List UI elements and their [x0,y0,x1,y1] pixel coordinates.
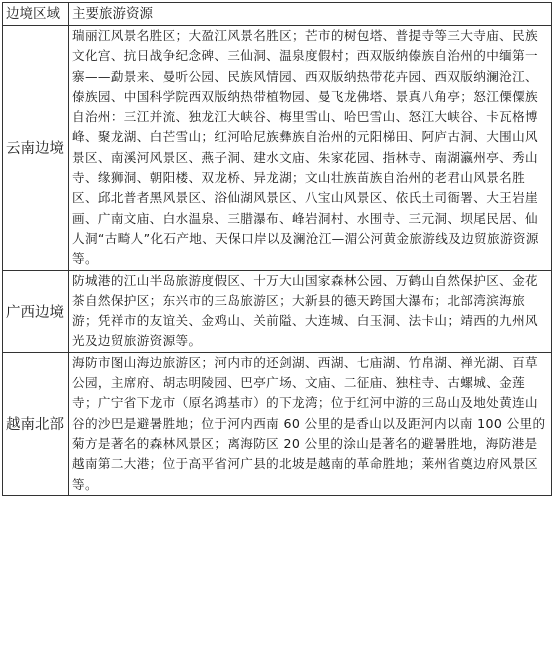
table-row [3,270,552,352]
region-cell: 广西边境 [3,270,69,352]
table-row [3,26,552,271]
header-row [3,3,552,26]
resources-cell: 防城港的江山半岛旅游度假区、十万大山国家森林公园、万鹤山自然保护区、金花茶自然保护区；东兴市的三岛旅游区；大新县的德天跨国大瀑布；北部湾滨海旅游；凭祥市的友谊关、金鸡山、关前隘、大连城、白玉洞、法卡山；靖西的九州风光及边贸旅游资源等。 [69,270,552,352]
header-region: 边境区域 [3,3,69,26]
tourism-resources-table [2,2,552,496]
region-cell: 越南北部 [3,352,69,495]
resources-cell: 瑞丽江风景名胜区；大盈江风景名胜区；芒市的树包塔、普提寺等三大寺庙、民族文化宫、抗日战争纪念碑、三仙洞、温泉度假村；西双版纳傣族自治州的中缅第一寨——勐景来、曼听公园、民族风情园、西双版纳热带花卉园、西双版纳澜沧江、傣族园、中国科学院西双版纳热带植物园、曼飞龙佛塔、景真八角亭；怒江傈僳族自治州：三江并流、独龙江大峡谷、梅里雪山、哈巴雪山、怒江大峡谷、卡瓦格博峰、聚龙湖、白芒雪山；红河哈尼族彝族自治州的元阳梯田、阿庐古洞、大围山风景区、南溪河风景区、燕子洞、建水文庙、朱家花园、指林寺、南湖瀛州亭、秀山寺、缘狮洞、朝阳楼、双龙桥、异龙湖；文山壮族苗族自治州的老君山风景名胜区、邱北普者黑风景区、浴仙湖风景区、八宝山风景区、依氏土司衙署、大王岩崖画、广南文庙、白水温泉、三腊瀑布、峰岩洞村、水围寺、三元洞、坝尾民居、仙人洞“古畸人”化石产地、天保口岸以及澜沧江—湄公河黄金旅游线及边贸旅游资源等。 [69,26,552,271]
header-resources: 主要旅游资源 [69,3,552,26]
region-cell: 云南边境 [3,26,69,271]
table-row [3,352,552,495]
resources-cell: 海防市图山海边旅游区；河内市的还剑湖、西湖、七庙湖、竹帛湖、禅光湖、百草公园，主席府、胡志明陵园、巴亭广场、文庙、二征庙、独柱寺、古螺城、金莲寺；广宁省下龙市（原名鸿基市）的下龙湾；位于红河中游的三岛山及地处黄连山谷的沙巴是避暑胜地；位于河内西南 60 公里的是香山以及距河内以南 100 公里的菊方是著名的森林风景区；离海防区 20 公里的涂山是著名的避暑胜地，海防港是越南第二大港；位于高平省河广县的北坡是越南的革命胜地；莱州省奠边府风景区等。 [69,352,552,495]
